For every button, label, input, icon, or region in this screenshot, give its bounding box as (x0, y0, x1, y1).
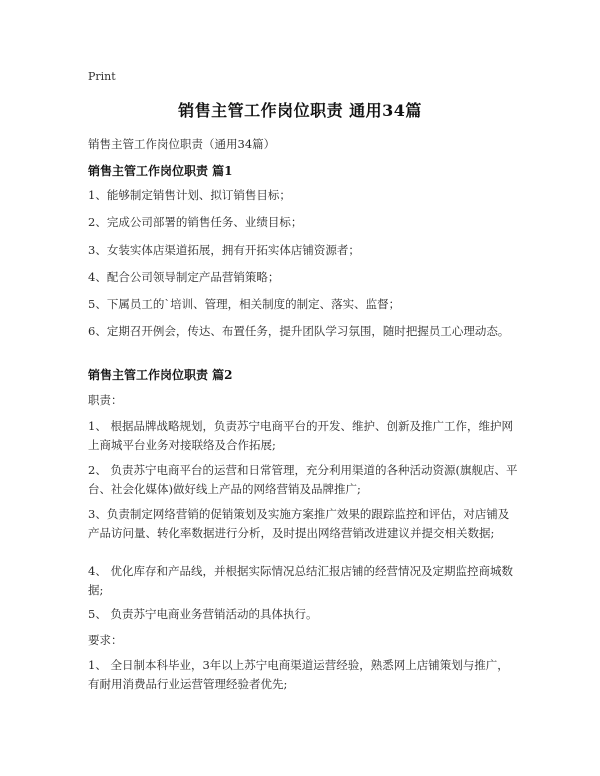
list-item: 1、 根据品牌战略规划，负责苏宁电商平台的开发、维护、创新及推广工作，维护网上商城平台业务对接联络及合作拓展; (88, 419, 513, 452)
list-item: 3、女装实体店渠道拓展，拥有开拓实体店铺资源者； (88, 243, 360, 257)
subtitle: 销售主管工作岗位职责（通用34篇） (88, 137, 276, 151)
list-item: 2、完成公司部署的销售任务、业绩目标； (88, 215, 303, 229)
page-title: 销售主管工作岗位职责 通用34篇 (178, 101, 422, 120)
list-item: 4、 优化库存和产品线，并根据实际情况总结汇报店铺的经营情况及定期监控商城数据; (88, 564, 513, 597)
print-label: Print (88, 70, 116, 83)
duties-label: 职责： (88, 393, 123, 407)
list-item: 5、下属员工的`培训、管理，相关制度的制定、落实、监督； (88, 297, 401, 311)
list-item: 1、能够制定销售计划、拟订销售目标； (88, 188, 291, 202)
requirements-label: 要求： (88, 633, 123, 647)
list-item: 3、负责制定网络营销的促销策划及实施方案推广效果的跟踪监控和评估，对店铺及产品访问量、转化率数据进行分析，及时提出网络营销改进建议并提交相关数据; (88, 507, 510, 540)
section2-heading: 销售主管工作岗位职责 篇2 (88, 368, 233, 382)
list-item: 1、 全日制本科毕业，3年以上苏宁电商渠道运营经验，熟悉网上店铺策划与推广，有耐用消费品行业运营管理经验者优先; (88, 658, 509, 691)
list-item: 6、定期召开例会，传达、布置任务，提升团队学习氛围，随时把握员工心理动态。 (88, 324, 510, 338)
list-item: 2、 负责苏宁电商平台的运营和日常管理，充分利用渠道的各种活动资源(旗舰店、平台、社会化媒体)做好线上产品的网络营销及品牌推广; (88, 463, 518, 496)
section1-heading: 销售主管工作岗位职责 篇1 (88, 164, 233, 178)
list-item: 4、配合公司领导制定产品营销策略； (88, 270, 280, 284)
list-item: 5、 负责苏宁电商业务营销活动的具体执行。 (88, 607, 318, 621)
